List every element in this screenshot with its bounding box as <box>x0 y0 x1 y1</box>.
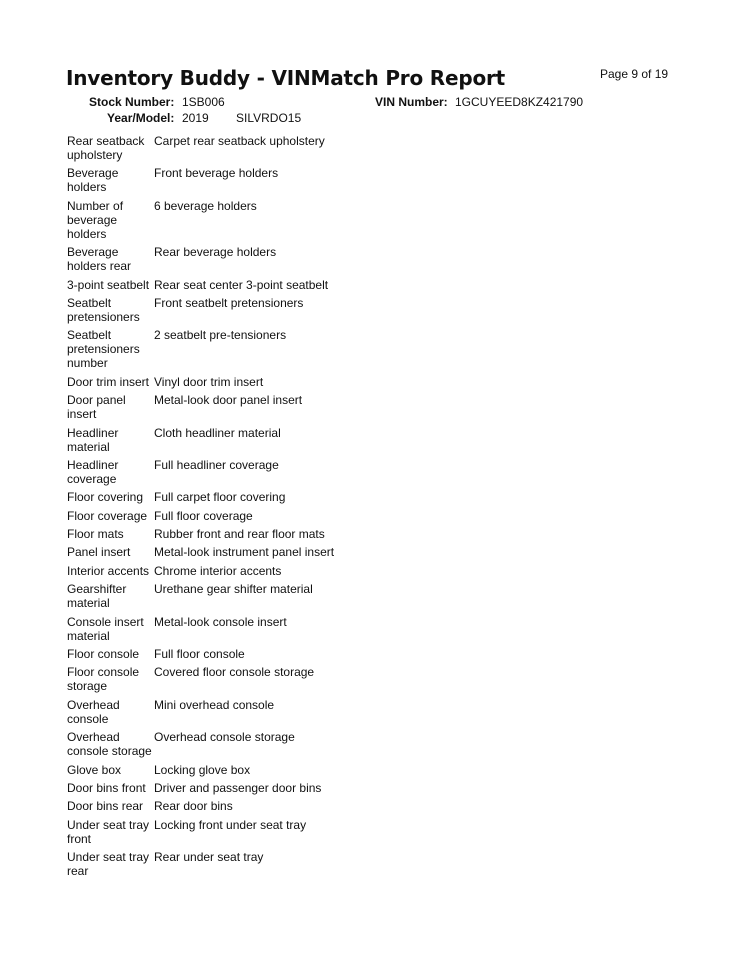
spec-row <box>67 582 387 610</box>
spec-label: Floor covering <box>67 490 144 505</box>
spec-label: Number of beverage holders <box>67 198 124 241</box>
spec-row <box>67 730 387 758</box>
spec-label: Beverage holders <box>67 166 119 195</box>
spec-value: Rubber front and rear floor mats <box>154 527 325 542</box>
spec-label: Headliner coverage <box>67 457 119 486</box>
spec-row <box>67 698 387 726</box>
spec-value: Metal-look door panel insert <box>154 393 303 408</box>
spec-row <box>67 763 387 777</box>
spec-label: Overhead console storage <box>67 730 152 759</box>
spec-value: Front beverage holders <box>154 166 279 181</box>
spec-label: Floor coverage <box>67 508 148 523</box>
spec-label: Glove box <box>67 762 122 777</box>
spec-label: Door trim insert <box>67 374 150 389</box>
spec-value: Chrome interior accents <box>154 563 282 578</box>
spec-label: Headliner material <box>67 425 119 454</box>
spec-label: Floor mats <box>67 527 124 542</box>
spec-row <box>67 509 387 523</box>
spec-label: Floor console <box>67 647 140 662</box>
spec-list <box>67 134 387 883</box>
spec-row <box>67 458 387 486</box>
spec-row <box>67 564 387 578</box>
spec-value: Rear under seat tray <box>154 850 264 865</box>
model-value: SILVRDO15 <box>236 111 302 125</box>
spec-value: Rear door bins <box>154 799 233 814</box>
spec-value: Locking glove box <box>154 762 251 777</box>
spec-value: Carpet rear seatback upholstery <box>154 134 325 148</box>
spec-row <box>67 799 387 813</box>
spec-row <box>67 199 387 241</box>
year-model-label: Year/Model: <box>107 111 175 125</box>
spec-row <box>67 245 387 273</box>
vin-number-label: VIN Number: <box>375 95 448 109</box>
spec-value: Metal-look instrument panel insert <box>154 545 335 560</box>
spec-value: 2 seatbelt pre-tensioners <box>154 328 287 343</box>
spec-label: Gearshifter material <box>67 582 127 611</box>
spec-row <box>67 328 387 370</box>
spec-row <box>67 296 387 324</box>
spec-row <box>67 527 387 541</box>
spec-row <box>67 545 387 559</box>
spec-label: Interior accents <box>67 563 150 578</box>
spec-label: Floor console storage <box>67 665 140 694</box>
spec-row <box>67 850 387 878</box>
spec-label: Under seat tray rear <box>67 850 150 879</box>
spec-value: Full headliner coverage <box>154 457 279 472</box>
spec-label: 3-point seatbelt <box>67 277 150 292</box>
spec-value: 6 beverage holders <box>154 198 257 213</box>
spec-value: Front seatbelt pretensioners <box>154 295 304 310</box>
spec-label: Seatbelt pretensioners <box>67 295 140 324</box>
spec-label: Console insert material <box>67 614 144 643</box>
spec-label: Overhead console <box>67 697 120 726</box>
report-title: Inventory Buddy - VINMatch Pro Report <box>66 66 506 90</box>
spec-value: Rear seat center 3-point seatbelt <box>154 277 329 292</box>
spec-value: Urethane gear shifter material <box>154 582 313 597</box>
page-number: Page 9 of 19 <box>600 67 669 81</box>
spec-value: Locking front under seat tray <box>154 817 307 832</box>
spec-row <box>67 647 387 661</box>
spec-row <box>67 393 387 421</box>
spec-row <box>67 490 387 504</box>
spec-label: Rear seatback upholstery <box>67 134 145 162</box>
spec-value: Rear beverage holders <box>154 245 277 260</box>
spec-row <box>67 615 387 643</box>
spec-value: Full floor console <box>154 647 245 662</box>
spec-label: Seatbelt pretensioners number <box>67 328 140 371</box>
spec-label: Under seat tray front <box>67 817 150 846</box>
spec-row <box>67 818 387 846</box>
spec-value: Overhead console storage <box>154 730 295 745</box>
stock-number-label: Stock Number: <box>89 95 175 109</box>
spec-row <box>67 278 387 292</box>
spec-label: Door panel insert <box>67 393 126 422</box>
spec-value: Full carpet floor covering <box>154 490 286 505</box>
year-value: 2019 <box>182 111 209 125</box>
spec-value: Full floor coverage <box>154 508 253 523</box>
spec-value: Covered floor console storage <box>154 665 315 680</box>
spec-label: Door bins rear <box>67 799 144 814</box>
spec-value: Metal-look console insert <box>154 614 287 629</box>
spec-row <box>67 781 387 795</box>
spec-row <box>67 166 387 194</box>
spec-value: Cloth headliner material <box>154 425 281 440</box>
spec-label: Panel insert <box>67 545 131 560</box>
stock-number-value: 1SB006 <box>182 95 225 109</box>
spec-label: Door bins front <box>67 780 146 795</box>
spec-row <box>67 426 387 454</box>
spec-value: Vinyl door trim insert <box>154 374 264 389</box>
vin-number-value: 1GCUYEED8KZ421790 <box>455 95 584 109</box>
spec-value: Mini overhead console <box>154 697 275 712</box>
spec-row <box>67 665 387 693</box>
spec-value: Driver and passenger door bins <box>154 780 322 795</box>
spec-label: Beverage holders rear <box>67 245 132 274</box>
spec-row <box>67 375 387 389</box>
spec-row <box>67 134 387 162</box>
